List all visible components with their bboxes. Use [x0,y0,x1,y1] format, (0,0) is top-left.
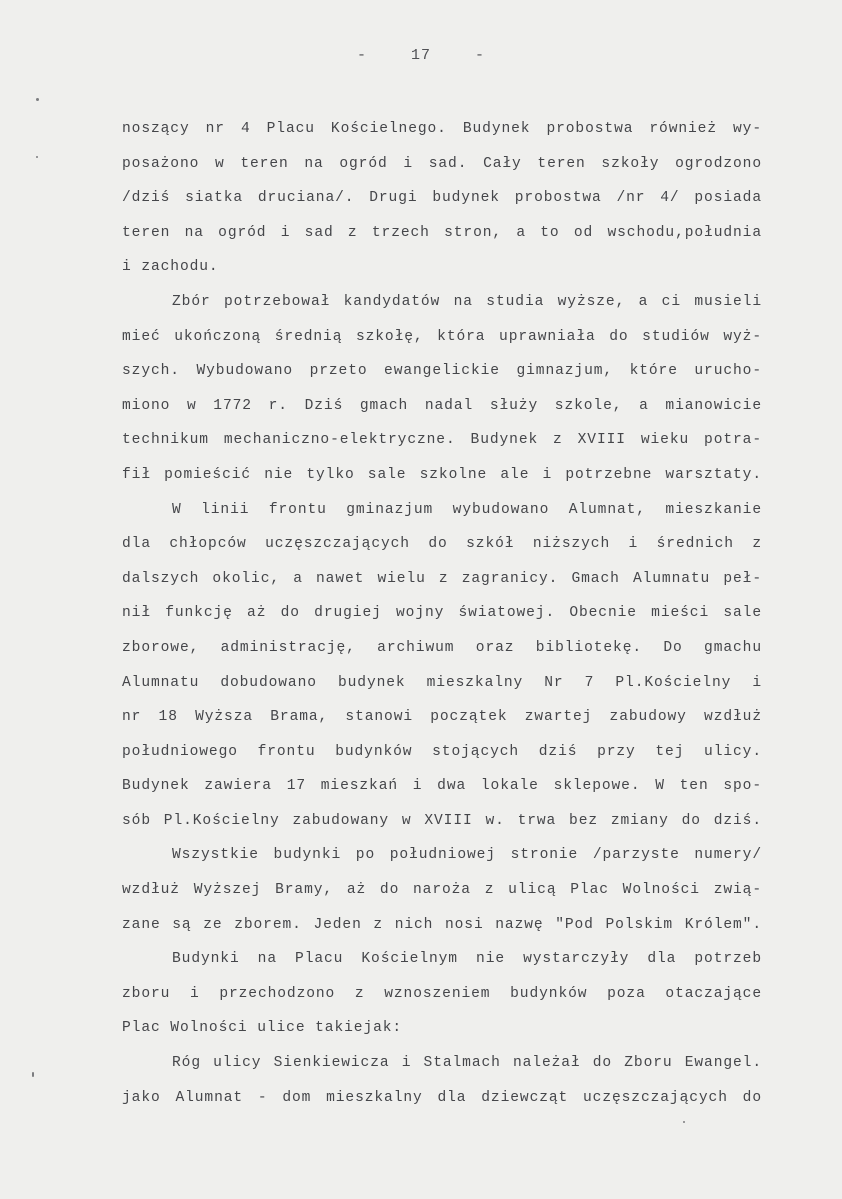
text-line: miono w 1772 r. Dziś gmach nadal służy szkole, a mianowicie [122,397,762,414]
scan-speck [32,1072,34,1077]
text-line: fił pomieścić nie tylko sale szkolne ale i potrzebne warsztaty. [122,466,762,483]
text-line: Budynki na Placu Kościelnym nie wystarczyły dla potrzeb [172,951,762,968]
text-line: nr 18 Wyższa Brama, stanowi początek zwartej zabudowy wzdłuż [122,709,762,726]
scan-speck [36,156,38,158]
page-number [0,47,842,64]
page-number-value: 17 [410,47,431,64]
text-line: W linii frontu gminazjum wybudowano Alumnat, mieszkanie [172,501,762,518]
text-line: posażono w teren na ogród i sad. Cały teren szkoły ogrodzono [122,155,762,172]
text-line: zboru i przechodzono z wznoszeniem budynków poza otaczające [122,985,762,1002]
page-number-left-dash: - [356,47,367,64]
text-line: noszący nr 4 Placu Kościelnego. Budynek probostwa również wy- [122,121,762,137]
text-line: Róg ulicy Sienkiewicza i Stalmach należał do Zboru Ewangel. [172,1055,762,1072]
text-line: jako Alumnat - dom mieszkalny dla dziewcząt uczęszczających do [122,1089,762,1106]
text-line: dalszych okolic, a nawet wielu z zagranicy. Gmach Alumnatu peł- [122,570,762,587]
text-line: południowego frontu budynków stojących dziś przy tej ulicy. [122,743,762,760]
text-line: mieć ukończoną średnią szkołę, która uprawniała do studiów wyż- [122,328,762,345]
text-line: dla chłopców uczęszczających do szkół niższych i średnich z [122,536,762,553]
text-line: teren na ogród i sad z trzech stron, a to od wschodu,południa [122,224,762,241]
text-line: technikum mechaniczno-elektryczne. Budynek z XVIII wieku potra- [122,432,762,449]
text-line: Wszystkie budynki po południowej stronie /parzyste numery/ [172,847,762,864]
text-line: Plac Wolności ulice takiejak: [122,1020,403,1037]
text-line: wzdłuż Wyższej Bramy, aż do naroża z ulicą Plac Wolności zwią- [122,882,762,899]
text-line: zborowe, administrację, archiwum oraz bibliotekę. Do gmachu [122,639,762,656]
text-line: sób Pl.Kościelny zabudowany w XVIII w. trwa bez zmiany do dziś. [122,812,762,829]
text-line: Zbór potrzebował kandydatów na studia wyższe, a ci musieli [172,293,762,310]
text-line: szych. Wybudowano przeto ewangelickie gimnazjum, które urucho- [122,363,762,380]
text-line: /dziś siatka druciana/. Drugi budynek probostwa /nr 4/ posiada [122,190,762,207]
scan-speck [683,1121,685,1123]
text-line: Budynek zawiera 17 mieszkań i dwa lokale sklepowe. W ten spo- [122,778,762,795]
text-line: zane są ze zborem. Jeden z nich nosi nazwę "Pod Polskim Królem". [122,916,762,933]
page-number-right-dash: - [475,47,486,64]
body-text [122,112,762,1115]
text-line: i zachodu. [122,259,219,276]
scan-speck [36,98,39,101]
text-line: nił funkcję aż do drugiej wojny światowej. Obecnie mieści sale [122,605,762,622]
text-line: Alumnatu dobudowano budynek mieszkalny Nr 7 Pl.Kościelny i [122,674,762,691]
